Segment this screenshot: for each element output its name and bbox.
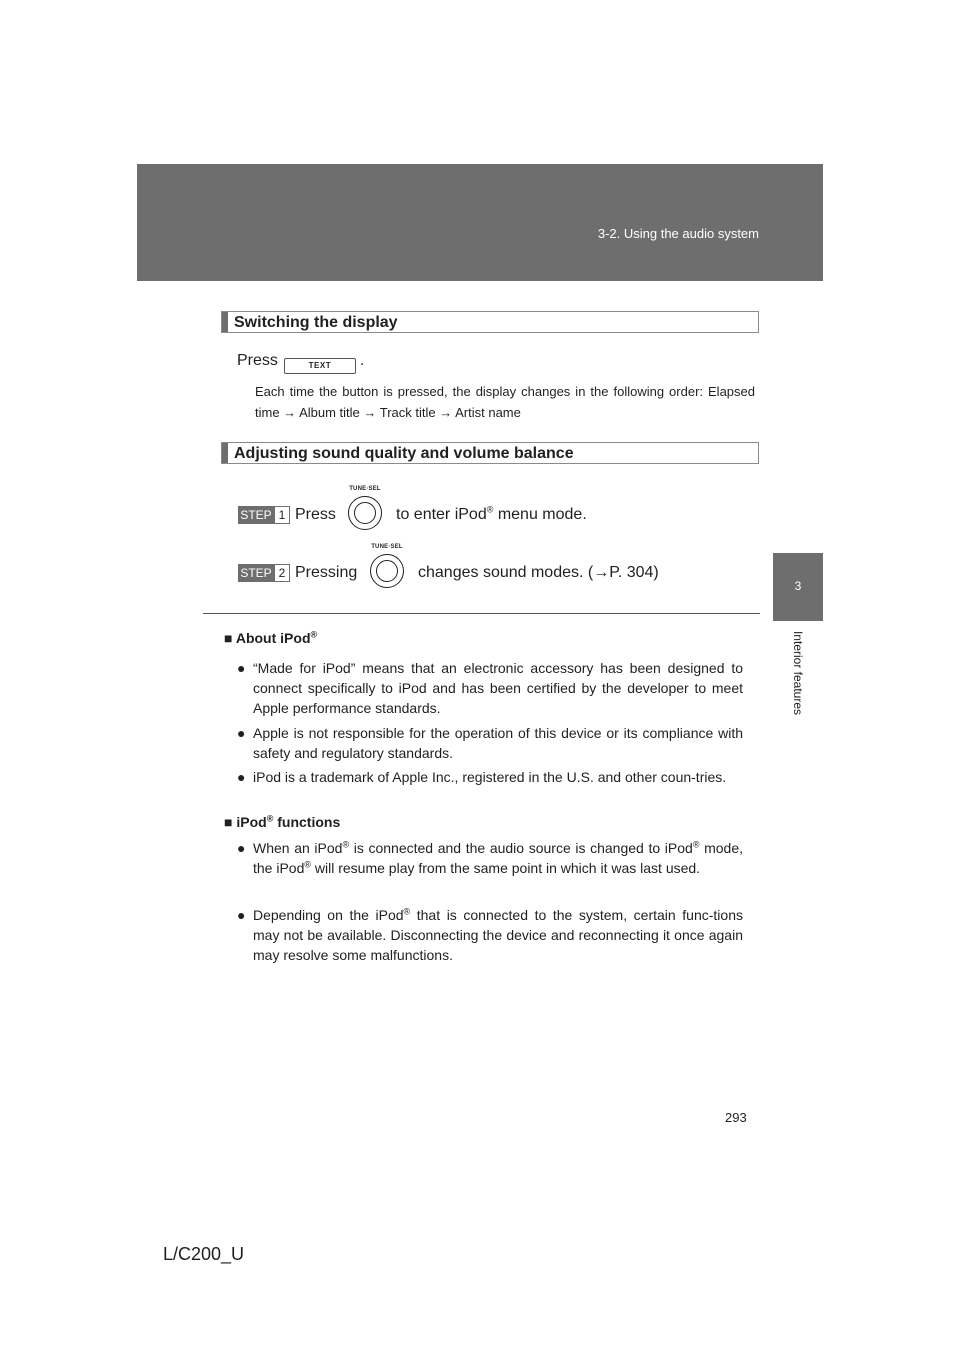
chapter-number: 3	[794, 579, 802, 593]
section-title: 3-2. Using the audio system	[597, 226, 759, 241]
chapter-tab	[773, 553, 823, 621]
about-ipod-item-2: ● Apple is not responsible for the operation of this device or its compliance with safety and regulatory standards.	[237, 725, 743, 761]
step-2-badge	[238, 564, 290, 582]
header-band	[137, 164, 823, 281]
switching-display-heading-text: Switching the display	[234, 314, 398, 331]
step-number: 2	[274, 564, 290, 582]
section-divider	[203, 613, 760, 614]
press-text-instruction	[237, 352, 364, 374]
page-number: 293	[725, 1110, 747, 1125]
text-button-icon: TEXT	[284, 358, 356, 374]
chapter-label-text: Interior features	[791, 630, 805, 716]
step-1	[238, 486, 738, 536]
tune-sel-knob-icon	[346, 486, 384, 534]
press-label: Press	[237, 352, 278, 369]
about-ipod-heading: ■ About iPod®	[224, 629, 318, 646]
ipod-functions-item-2: ● Depending on the iPod® that is connected to the system, certain func-tions may not be available. Disconnecting the device and reconnecting it once again may resolve some malfunctions.	[237, 906, 743, 963]
adjusting-sound-heading-text: Adjusting sound quality and volume balance	[234, 445, 574, 462]
step-label: STEP	[238, 506, 274, 524]
step-label: STEP	[238, 564, 274, 582]
knob-label: TUNE·SEL	[371, 544, 403, 550]
ipod-functions-heading: ■ iPod® functions	[224, 813, 341, 830]
step-number: 1	[274, 506, 290, 524]
knob-label: TUNE·SEL	[349, 486, 381, 492]
switching-display-heading	[221, 311, 759, 333]
about-ipod-item-3: ● iPod is a trademark of Apple Inc., registered in the U.S. and other coun-tries.	[237, 769, 727, 785]
ipod-functions-item-1: ● When an iPod® is connected and the audio source is changed to iPod® mode, the iPod® will resume play from the same point in which it was last used.	[237, 839, 744, 876]
about-ipod-item-1: ● “Made for iPod” means that an electronic accessory has been designed to connect specifically to iPod and has been certified by the developer to meet Apple performance standards.	[237, 660, 743, 716]
adjusting-sound-heading	[221, 442, 759, 464]
step-1-text-after: to enter iPod® menu mode.	[396, 504, 587, 523]
display-order-note: Each time the button is pressed, the display changes in the following order: Elapsed time → Album title → Track title → Artist name	[255, 384, 755, 420]
step-1-text-before: Press	[295, 506, 336, 523]
step-2-text-before: Pressing	[295, 564, 358, 581]
step-1-badge	[238, 506, 290, 524]
press-period: .	[359, 352, 365, 369]
step-2-text-after: changes sound modes. (→P. 304)	[418, 564, 659, 581]
model-code: L/C200_U	[163, 1244, 245, 1264]
chapter-label	[773, 621, 823, 741]
tune-sel-knob-icon	[368, 544, 406, 592]
step-2	[238, 544, 738, 594]
